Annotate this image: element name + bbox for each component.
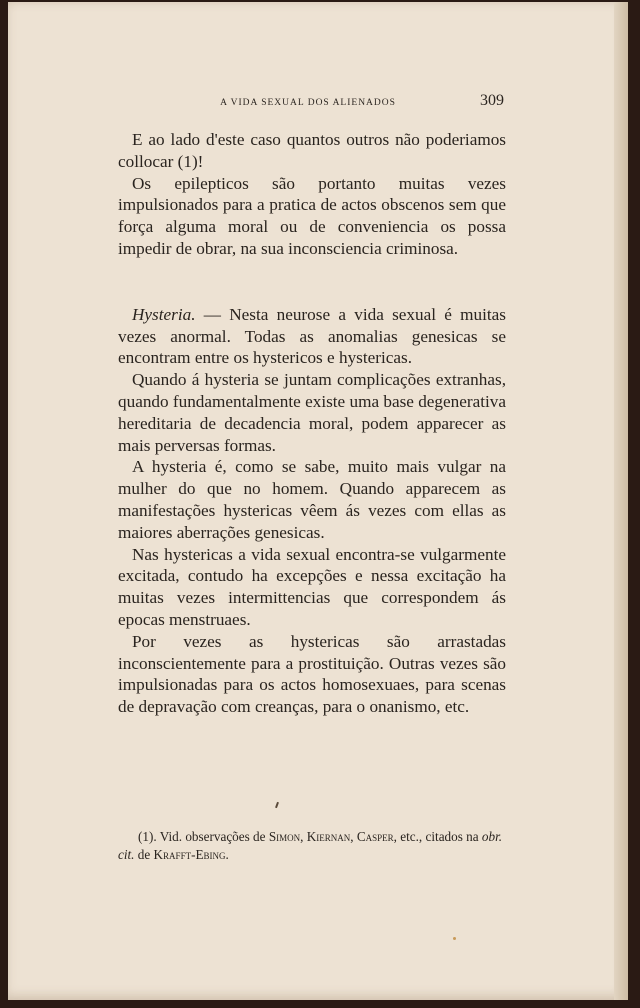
book-page: [8, 2, 628, 1000]
paragraph-2: Os epilepticos são portanto muitas vezes impulsionados para a pratica de actos obscenos sem que força alguma moral ou de conveniencia os possa impedir de obrar, na sua inconsciencia criminosa.: [118, 173, 506, 258]
ink-mark: [275, 802, 279, 808]
section-paragraph-4: Por vezes as hystericas são arrastadas inconscientemente para a prostituição. Outras vezes são impulsionadas para os actos homosexuaes, para scenas de depravação com creanças, para o onanismo, etc.: [118, 631, 506, 717]
body-text: [118, 129, 506, 718]
footnote: [118, 828, 510, 864]
footnote-part: de: [134, 847, 154, 862]
footnote-text: [118, 828, 510, 864]
section-paragraph-3: Nas hystericas a vida sexual encontra-se vulgarmente excitada, contudo ha excepções e nessa excitação ha muitas vezes intermittencias que correspondem ás epocas menstruaes.: [118, 544, 506, 629]
section-heading: Hysteria.: [132, 304, 196, 324]
paper-spot: [453, 937, 456, 940]
section-paragraph-2: A hysteria é, como se sabe, muito mais vulgar na mulher do que no homem. Quando apparecem as manifestações hystericas vêem ás vezes com ellas as maiores aberrações genesicas.: [118, 457, 506, 542]
section-lead-text: — Nesta neurose a vida sexual é muitas vezes anormal. Todas as anomalias genesicas se encontram entre os hystericos e hystericas.: [118, 304, 506, 368]
footnote-author: Krafft-Ebing: [153, 847, 226, 862]
footnote-work: obr. cit.: [118, 829, 503, 862]
footnote-part: (1). Vid. observações de: [138, 829, 269, 844]
page-number: 309: [480, 92, 504, 109]
section-paragraph-1: Quando á hysteria se juntam complicações extranhas, quando fundamentalmente existe uma base degenerativa hereditaria de decadencia moral, podem apparecer as mais perversas formas.: [118, 370, 506, 455]
page-edge: [614, 2, 628, 1000]
footnote-authors: Simon, Kiernan, Casper,: [268, 829, 397, 844]
section-paragraph-lead: [118, 304, 506, 369]
running-title: A VIDA SEXUAL DOS ALIENADOS: [220, 98, 396, 108]
paragraph-1: E ao lado d'este caso quantos outros não poderiamos collocar (1)!: [118, 130, 506, 171]
footnote-part: .: [225, 847, 229, 862]
footnote-part: etc., citados na: [396, 829, 482, 844]
